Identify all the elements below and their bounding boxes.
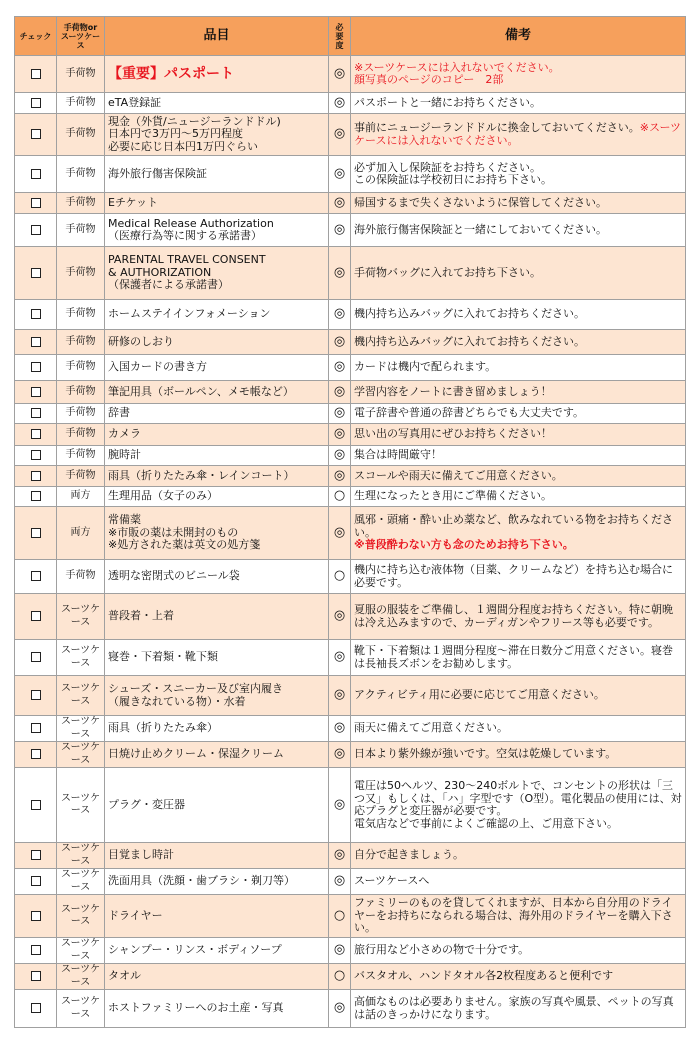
required-level: ◎ [329,56,351,93]
required-level: ◎ [329,424,351,446]
note-cell [351,156,686,193]
table-row [15,114,686,156]
checkbox-icon[interactable] [31,225,41,235]
note-text: ファミリーのものを貸してくれますが、日本から自分用のドライヤーをお持ちになられる場合は、海外用のドライヤーを購入下さい。 [354,896,673,935]
table-row [15,381,686,404]
checkbox-icon[interactable] [31,387,41,397]
item-name: 寝巻・下着類・靴下類 [105,640,329,676]
note-text: 事前にニュージーランドドルに換金しておいてください。 [354,121,640,134]
note-text: カードは機内で配られます。 [354,360,497,374]
baggage-type: 手荷物 [57,214,105,247]
item-name: 海外旅行傷害保険証 [105,156,329,193]
note-warning-text: ※スーツケースには入れないでください。 顔写真のページのコピー 2部 [354,60,560,86]
baggage-type: スーツケース [57,768,105,843]
check-cell [15,381,57,404]
checkbox-icon[interactable] [31,876,41,886]
checkbox-icon[interactable] [31,850,41,860]
check-cell [15,487,57,507]
note-cell [351,330,686,355]
note-cell [351,381,686,404]
note-warning-text: ※スーツケースには入れないでください。 [354,121,682,147]
note-cell [351,990,686,1028]
checkbox-icon[interactable] [31,268,41,278]
baggage-type: 手荷物 [57,404,105,424]
table-row [15,768,686,843]
note-cell [351,466,686,487]
baggage-type: 手荷物 [57,381,105,404]
checkbox-icon[interactable] [31,491,41,501]
baggage-type: 手荷物 [57,424,105,446]
note-cell [351,938,686,964]
required-level: ◎ [329,156,351,193]
item-name: 常備薬 ※市販の薬は未開封のもの ※処方された薬は英文の処方箋 [105,507,329,560]
note-cell [351,964,686,990]
note-cell [351,716,686,742]
note-cell [351,594,686,640]
baggage-type: 手荷物 [57,355,105,381]
baggage-type: スーツケース [57,964,105,990]
note-cell [351,93,686,114]
item-name: 目覚まし時計 [105,843,329,869]
check-cell [15,300,57,330]
baggage-type: 手荷物 [57,560,105,594]
baggage-type: 手荷物 [57,300,105,330]
note-text: 機内に持ち込む液体物（目薬、クリームなど）を持ち込む場合に必要です。 [354,563,673,589]
item-name: ドライヤー [105,895,329,938]
baggage-type: 手荷物 [57,56,105,93]
checkbox-icon[interactable] [31,429,41,439]
required-level: ◎ [329,768,351,843]
table-row [15,964,686,990]
table-row [15,594,686,640]
required-level: ◎ [329,869,351,895]
note-text: 高価なものは必要ありません。家族の写真や風景、ペットの写真は話のきっかけになります。 [354,995,674,1021]
table-row [15,404,686,424]
check-cell [15,640,57,676]
table-row [15,355,686,381]
note-text: 帰国するまで失くさないように保管してください。 [354,195,607,209]
note-text: 夏服の服装をご準備し、１週間分程度お持ちください。特に朝晩は冷え込みますので、カーディガンやフリース等も必要です。 [354,603,673,629]
checkbox-icon[interactable] [31,723,41,733]
item-name: 研修のしおり [105,330,329,355]
note-text: 機内持ち込みバッグに入れてお持ちください。 [354,307,585,321]
check-cell [15,56,57,93]
required-level: ◎ [329,300,351,330]
checkbox-icon[interactable] [31,198,41,208]
header-note: 備考 [351,17,686,56]
check-cell [15,466,57,487]
table-row [15,466,686,487]
required-level: ◎ [329,843,351,869]
item-name: シャンプー・リンス・ボディソープ [105,938,329,964]
note-text: 旅行用など小さめの物で十分です。 [354,943,530,957]
note-cell [351,114,686,156]
table-row [15,990,686,1028]
note-cell [351,56,686,93]
note-cell [351,214,686,247]
note-text: パスポートと一緒にお持ちください。 [354,95,541,109]
checkbox-icon[interactable] [31,408,41,418]
note-cell [351,768,686,843]
note-text: スコールや雨天に備えてご用意ください。 [354,468,563,482]
table-row [15,214,686,247]
note-cell [351,507,686,560]
item-name: 辞書 [105,404,329,424]
checkbox-icon[interactable] [31,362,41,372]
check-cell [15,594,57,640]
item-name: 入国カードの書き方 [105,355,329,381]
checkbox-icon[interactable] [31,169,41,179]
baggage-type: 手荷物 [57,330,105,355]
table-row [15,640,686,676]
note-cell [351,895,686,938]
check-cell [15,742,57,768]
check-cell [15,676,57,716]
header-item: 品目 [105,17,329,56]
check-cell [15,404,57,424]
note-text: 集合は時間厳守！ [354,448,442,462]
note-cell [351,640,686,676]
check-cell [15,895,57,938]
table-row [15,895,686,938]
required-level: ◎ [329,466,351,487]
table-row [15,716,686,742]
baggage-type: 手荷物 [57,446,105,466]
note-text: 機内持ち込みバッグに入れてお持ちください。 [354,334,585,348]
table-row [15,869,686,895]
check-cell [15,716,57,742]
check-cell [15,330,57,355]
note-text: 学習内容をノートに書き留めましょう！ [354,384,552,398]
baggage-type: スーツケース [57,640,105,676]
table-row [15,247,686,300]
table-row [15,93,686,114]
baggage-type: 両方 [57,487,105,507]
header-row [15,17,686,56]
item-name: タオル [105,964,329,990]
check-cell [15,560,57,594]
check-cell [15,964,57,990]
note-text: スーツケースへ [354,874,430,888]
required-level: ◎ [329,640,351,676]
item-name: ホームステイインフォメーション [105,300,329,330]
note-text: 思い出の写真用にぜひお持ちください！ [354,427,552,441]
checkbox-icon[interactable] [31,471,41,481]
required-level: ◎ [329,381,351,404]
baggage-type: 手荷物 [57,193,105,214]
checkbox-icon[interactable] [31,69,41,79]
table-row [15,938,686,964]
baggage-type: スーツケース [57,594,105,640]
check-cell [15,93,57,114]
checkbox-icon[interactable] [31,1003,41,1013]
baggage-type: スーツケース [57,990,105,1028]
table-row [15,676,686,716]
baggage-type: スーツケース [57,843,105,869]
item-name: 洗面用具（洗顔・歯ブラシ・剃刀等） [105,869,329,895]
note-text: 風邪・頭痛・酔い止め薬など、飲みなれている物をお持ちください。 [354,513,673,539]
table-row [15,742,686,768]
required-level: ◎ [329,507,351,560]
checkbox-icon[interactable] [31,652,41,662]
check-cell [15,990,57,1028]
table-row [15,487,686,507]
check-cell [15,156,57,193]
header-required: 必 要 度 [329,17,351,56]
baggage-type: 手荷物 [57,114,105,156]
header-type: 手荷物or スーツケース [57,17,105,56]
required-level: ◎ [329,114,351,156]
table-row [15,330,686,355]
note-text: 海外旅行傷害保険証と一緒にしておいてください。 [354,222,607,236]
table-row [15,193,686,214]
note-cell [351,404,686,424]
check-cell [15,768,57,843]
checkbox-icon[interactable] [31,911,41,921]
required-level: ◎ [329,214,351,247]
table-row [15,446,686,466]
note-cell [351,676,686,716]
checkbox-icon[interactable] [31,309,41,319]
note-text: 電子辞書や普通の辞書どちらでも大丈夫です。 [354,406,585,420]
required-level: ◎ [329,594,351,640]
baggage-type: スーツケース [57,869,105,895]
note-cell [351,843,686,869]
note-cell [351,355,686,381]
check-cell [15,869,57,895]
required-level: ◎ [329,193,351,214]
baggage-type: 手荷物 [57,93,105,114]
check-cell [15,193,57,214]
checkbox-icon[interactable] [31,611,41,621]
item-name: 透明な密閉式のビニール袋 [105,560,329,594]
required-level: ◎ [329,404,351,424]
baggage-type: スーツケース [57,895,105,938]
item-name: PARENTAL TRAVEL CONSENT & AUTHORIZATION （保護者による承諾書） [105,247,329,300]
item-name: 現金（外貨/ニュージーランドドル) 日本円で3万円～5万円程度 必要に応じ日本円1万円ぐらい [105,114,329,156]
note-cell [351,869,686,895]
baggage-type: 手荷物 [57,156,105,193]
note-cell [351,424,686,446]
item-name: 日焼け止めクリーム・保湿クリーム [105,742,329,768]
note-text: 雨天に備えてご用意ください。 [354,721,508,735]
table-row [15,156,686,193]
check-cell [15,424,57,446]
table-row [15,560,686,594]
required-level: ◎ [329,247,351,300]
packing-checklist-sheet [14,16,685,1028]
check-cell [15,214,57,247]
required-level: ◎ [329,990,351,1028]
item-name: eTA登録証 [105,93,329,114]
required-level: ○ [329,895,351,938]
checkbox-icon[interactable] [31,129,41,139]
required-level: ○ [329,964,351,990]
item-name: 雨具（折りたたみ傘・レインコート） [105,466,329,487]
note-text: 生理になったとき用にご準備ください。 [354,489,552,503]
note-text: 日本より紫外線が強いです。空気は乾燥しています。 [354,747,617,761]
baggage-type: 手荷物 [57,247,105,300]
check-cell [15,507,57,560]
baggage-type: スーツケース [57,716,105,742]
note-warning-bold-text: ※普段酔わない方も念のためお持ち下さい。 [354,538,574,552]
checkbox-icon[interactable] [31,571,41,581]
item-name: カメラ [105,424,329,446]
checkbox-icon[interactable] [31,749,41,759]
baggage-type: スーツケース [57,938,105,964]
required-level: ◎ [329,676,351,716]
item-name: ホストファミリーへのお土産・写真 [105,990,329,1028]
checkbox-icon[interactable] [31,528,41,538]
check-cell [15,247,57,300]
table-row [15,424,686,446]
item-name: Medical Release Authorization （医療行為等に関する承諾書） [105,214,329,247]
check-cell [15,938,57,964]
required-level: ◎ [329,742,351,768]
required-level: ◎ [329,330,351,355]
item-name: プラグ・変圧器 [105,768,329,843]
required-level: ◎ [329,93,351,114]
item-name: Eチケット [105,193,329,214]
table-row [15,507,686,560]
note-cell [351,247,686,300]
required-level: ○ [329,560,351,594]
check-cell [15,114,57,156]
checklist-body [15,56,686,1028]
checkbox-icon[interactable] [31,690,41,700]
note-text: バスタオル、ハンドタオル各2枚程度あると便利です [354,969,614,983]
item-name: シューズ・スニーカー及び室内履き （履きなれている物）・水着 [105,676,329,716]
item-name: 生理用品（女子のみ） [105,487,329,507]
note-text: アクティビティ用に必要に応じてご用意ください。 [354,688,605,702]
note-cell [351,742,686,768]
table-row [15,56,686,93]
item-name: 普段着・上着 [105,594,329,640]
note-cell [351,560,686,594]
checkbox-icon[interactable] [31,337,41,347]
checkbox-icon[interactable] [31,945,41,955]
note-cell [351,487,686,507]
table-row [15,300,686,330]
baggage-type: スーツケース [57,742,105,768]
table-row [15,843,686,869]
required-level: ◎ [329,938,351,964]
item-name: 【重要】パスポート [105,56,329,93]
baggage-type: 手荷物 [57,466,105,487]
checkbox-icon[interactable] [31,450,41,460]
note-cell [351,446,686,466]
checkbox-icon[interactable] [31,971,41,981]
item-name: 筆記用具（ボールペン、メモ帳など） [105,381,329,404]
item-name: 雨具（折りたたみ傘） [105,716,329,742]
baggage-type: スーツケース [57,676,105,716]
check-cell [15,843,57,869]
note-text: 靴下・下着類は１週間分程度～滞在日数分ご用意ください。寝巻は長袖長ズボンをお勧めします。 [354,644,673,670]
required-level: ◎ [329,355,351,381]
baggage-type: 両方 [57,507,105,560]
note-text: 必ず加入し保険証をお持ちください。 この保険証は学校初日にお持ち下さい。 [354,160,552,186]
note-cell [351,193,686,214]
note-text: 電圧は50ヘルツ、230～240ボルトで、コンセントの形状は「三つ又」もしくは、「ハ」字型です（O型）。電化製品の使用には、対応プラグと変圧器が必要です。 電気店などで事前によくご確認の上、ご用意下さい。 [354,779,682,830]
required-level: ◎ [329,716,351,742]
note-cell [351,300,686,330]
check-cell [15,355,57,381]
required-level: ○ [329,487,351,507]
note-text: 自分で起きましょう。 [354,848,464,862]
checkbox-icon[interactable] [31,98,41,108]
packing-checklist-table [14,16,686,1028]
check-cell [15,446,57,466]
header-check: チェック [15,17,57,56]
note-text: 手荷物バッグに入れてお持ち下さい。 [354,265,541,279]
required-level: ◎ [329,446,351,466]
checkbox-icon[interactable] [31,800,41,810]
item-name: 腕時計 [105,446,329,466]
